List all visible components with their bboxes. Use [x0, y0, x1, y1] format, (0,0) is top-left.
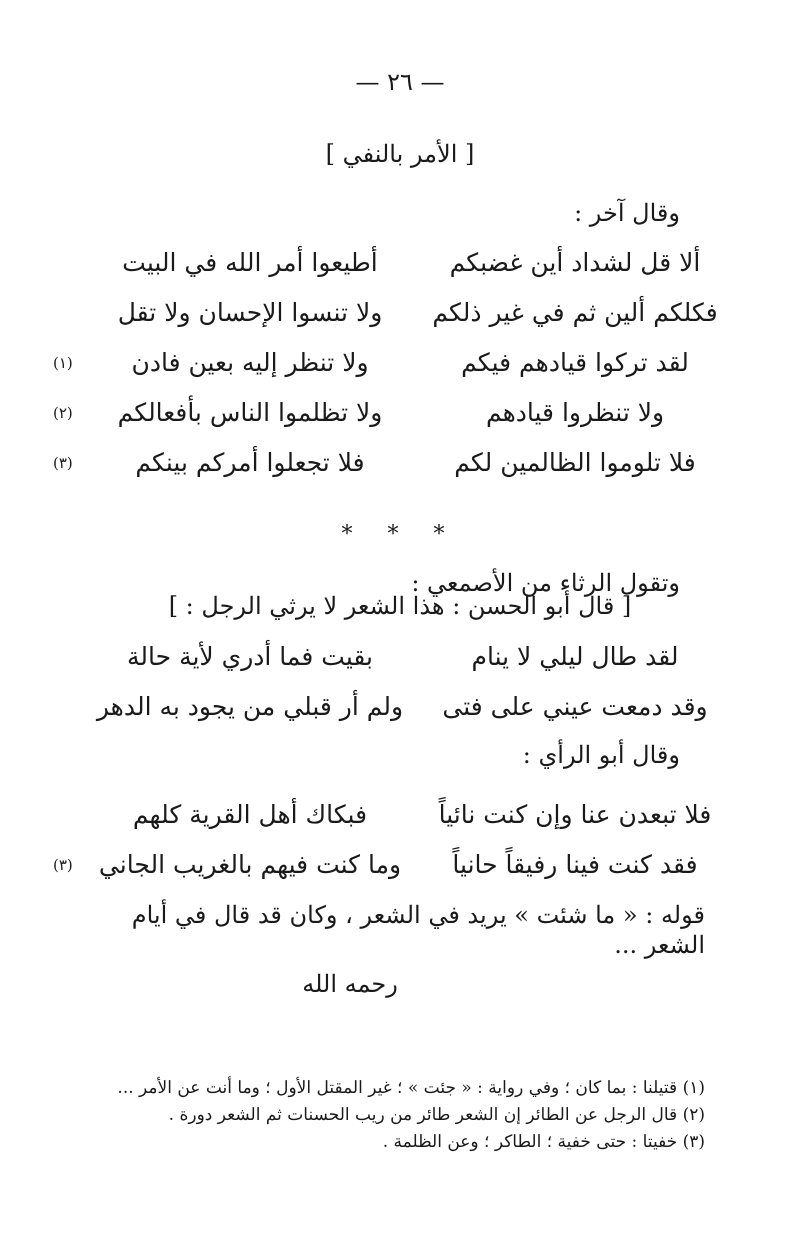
footnote-ref: (٣): [53, 454, 73, 472]
poem2-bracket-note: [ قال أبو الحسن : هذا الشعر لا يرثي الرجل : ]: [168, 592, 632, 620]
verse-hemistich: فلا تجعلوا أمركم بينكم: [135, 448, 365, 477]
poem1-right-column: [420, 238, 730, 488]
section-separator: * * *: [341, 522, 459, 547]
verse-hemistich: ولم أر قبلي من يجود به الدهر: [96, 692, 404, 721]
verse-hemistich: ولا تنظر إليه بعين فادن: [131, 348, 369, 377]
poem3-left-column: [53, 790, 405, 890]
attribution: رحمه الله: [302, 970, 398, 998]
verse-hemistich: فلا تلوموا الظالمين لكم: [454, 448, 696, 477]
poem1-left-column: [53, 238, 405, 488]
verse-hemistich: فبكاك أهل القرية كلهم: [132, 800, 368, 829]
footnote: (٢) قال الرجل عن الطائر إن الشعر طائر من ريب الحسنات ثم الشعر دورة .: [168, 1105, 705, 1125]
verse-hemistich: فقد كنت فينا رفيقاً حانياً: [452, 850, 698, 879]
verse-hemistich: بقيت فما أدري لأية حالة: [127, 642, 373, 671]
poem3-right-column: [420, 790, 730, 890]
footnote: (١) قتيلنا : بما كان ؛ وفي رواية : « جئت » ؛ غير المقتل الأول ؛ وما أنت عن الأمر ...: [117, 1078, 705, 1098]
poem2-left-column: [95, 632, 405, 732]
verse-hemistich: ألا قل لشداد أين غضبكم: [449, 248, 701, 277]
footnote-ref: (١): [53, 354, 73, 372]
verse-hemistich: فكلكم ألين ثم في غير ذلكم: [432, 298, 718, 327]
poem2-intro: وتقول الرثاء من الأصمعي :: [411, 569, 680, 597]
verse-hemistich: أطيعوا أمر الله في البيت: [122, 248, 378, 277]
page-number: — ٢٦ —: [355, 68, 445, 96]
intro-line: وقال آخر :: [574, 199, 680, 227]
verse-hemistich: فلا تبعدن عنا وإن كنت نائياً: [438, 800, 712, 829]
verse-hemistich: ولا تنسوا الإحسان ولا تقل: [117, 298, 383, 327]
verse-hemistich: ولا تنظروا قيادهم: [485, 398, 665, 427]
footnote-ref: (٢): [53, 404, 73, 422]
poem2-right-column: [420, 632, 730, 732]
verse-hemistich: وقد دمعت عيني على فتى: [442, 692, 708, 721]
footnote-ref: (٣): [53, 856, 73, 874]
section-title: [ الأمر بالنفي ]: [325, 140, 475, 168]
verse-hemistich: لقد تركوا قيادهم فيكم: [461, 348, 689, 377]
footnotes: [75, 1075, 705, 1156]
poem3-intro: وقال أبو الرأي :: [522, 741, 680, 769]
verse-hemistich: لقد طال ليلي لا ينام: [471, 642, 679, 671]
verse-hemistich: وما كنت فيهم بالغريب الجاني: [98, 850, 402, 879]
verse-hemistich: ولا تظلموا الناس بأفعالكم: [117, 398, 383, 427]
poem3-closing: قوله : « ما شئت » يريد في الشعر ، وكان قد قال في أيام الشعر ...: [131, 901, 705, 959]
footnote: (٣) خفيتا : حتى خفية ؛ الطاكر ؛ وعن الظلمة .: [382, 1132, 705, 1152]
